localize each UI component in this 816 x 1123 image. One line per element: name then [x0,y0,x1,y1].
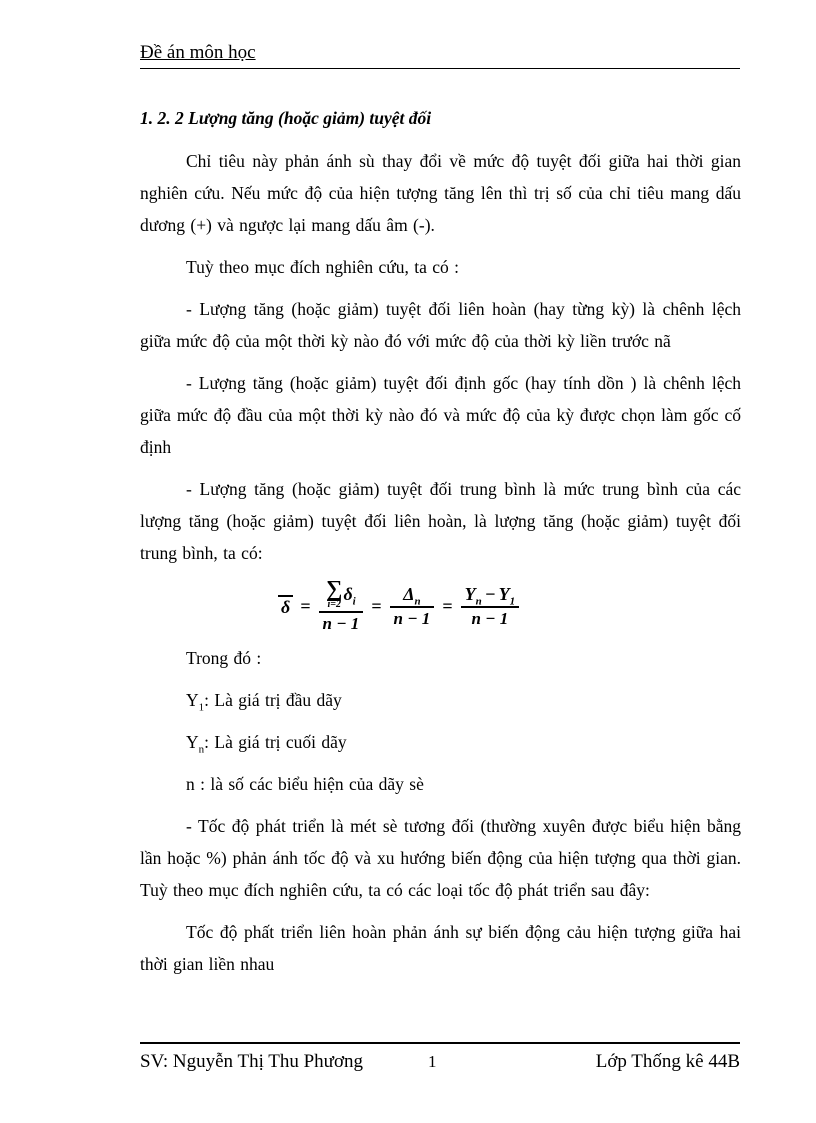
list-item-lien-hoan: - Lượng tăng (hoặc giảm) tuyệt đối liên hoàn (hay từng kỳ) là chênh lệch giữa mức độ của một thời kỳ nào đó với mức độ của thời kỳ liền trước nã [140,299,741,351]
list-item-trung-binh: - Lượng tăng (hoặc giảm) tuyệt đối trung bình là mức trung bình của các lượng tăng (hoặc giảm) tuyệt đối liên hoàn, là lượng tăng (hoặc giảm) tuyệt đối trung bình, ta có: [140,479,741,563]
document-body [140,94,741,990]
header-title: Đề án môn học [140,42,256,63]
denominator-n-minus-1: n − 1 [319,611,364,634]
definition-y1: $Y_1$: Là giá trị đầu dãy [186,689,342,714]
y-difference-term: $Y_n - Y_1$ [464,583,516,608]
equals-sign: = [371,595,382,616]
fraction-sum [319,576,364,634]
delta-bar-symbol: δ [278,595,293,618]
footer-student-name: SV: Nguyễn Thị Thu Phương [140,1051,364,1072]
section-heading: 1. 2. 2 Lượng tăng (hoặc giảm) tuyệt đối [140,108,432,128]
fraction-delta-n [390,584,435,629]
paragraph-tuy-theo: Tuỳ theo mục đích nghiên cứu, ta có : [186,257,459,277]
page-footer [140,1042,740,1073]
footer-class-name: Lớp Thống kê 44B [595,1051,740,1072]
equals-sign: = [442,595,453,616]
page-number: 1 [428,1052,437,1071]
sigma-lower-limit: i=2 [327,598,341,610]
delta-n-term: $\Delta_n$ [403,583,421,608]
fraction-y-difference [461,584,520,629]
definition-yn: $Y_n$: Là giá trị cuối dãy [186,731,347,756]
list-item-dinh-goc: - Lượng tăng (hoặc giảm) tuyệt đối định gốc (hay tính dồn ) là chênh lệch giữa mức độ đầu của một thời kỳ nào đó và mức độ của kỳ được chọn làm gốc cố định [140,373,741,457]
delta-i-term: $\delta_i$ [343,583,356,608]
equals-sign: = [300,595,311,616]
paragraph-intro: Chỉ tiêu này phản ánh sù thay đổi về mức độ tuyệt đối giữa hai thời gian nghiên cứu. Nếu mức độ của hiện tượng tăng lên thì trị số của chỉ tiêu mang dấu dương (+) và ngược lại mang dấu âm (-). [140,151,741,235]
definition-n: n : là số các biểu hiện của dãy sè [186,773,424,794]
page-header [140,42,740,69]
list-item-toc-do-phat-trien: - Tốc độ phát triển là mét sè tương đối (thường xuyên được biểu hiện bằng lần hoặc %) phản ánh tốc độ và xu hướng biến động của hiện tượng qua thời gian. Tuỳ theo mục đích nghiên cứu, ta có các loại tốc độ phát triển sau đây: [140,815,741,900]
denominator-n-minus-1: n − 1 [461,606,520,629]
denominator-n-minus-1: n − 1 [390,606,435,629]
formula-average-absolute-increase [278,576,741,634]
paragraph-trong-do: Trong đó : [186,647,262,668]
paragraph-toc-do-lien-hoan: Tốc độ phất triển liên hoàn phản ánh sự biến động cảu hiện tượng giữa hai thời gian liền nhau [140,921,741,974]
sigma-icon: ∑ [326,576,343,601]
